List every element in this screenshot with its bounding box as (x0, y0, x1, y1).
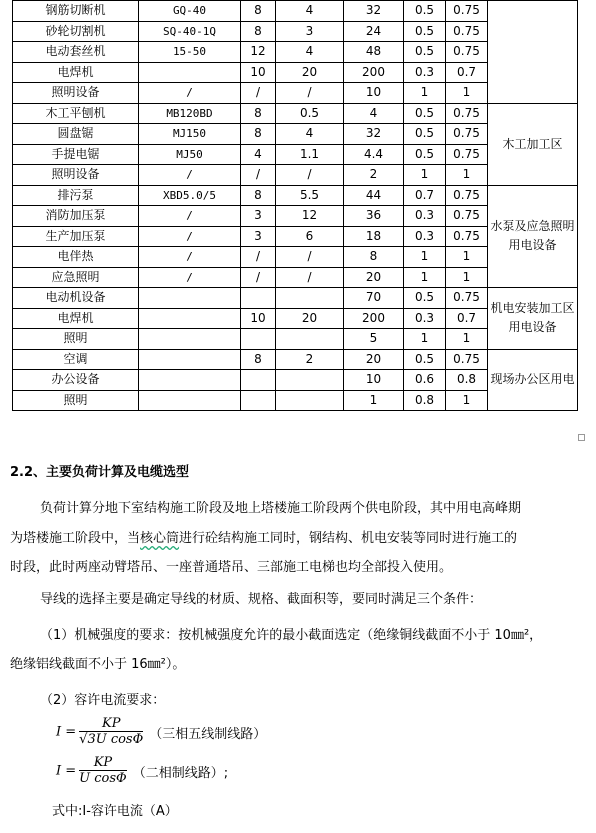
cell-model: / (139, 165, 241, 186)
cell-kx: 0.5 (404, 21, 446, 42)
cell-model: / (139, 83, 241, 104)
cell-name: 照明设备 (13, 83, 139, 104)
spellcheck-mark: 核心筒 (140, 531, 180, 546)
cell-name: 照明设备 (13, 165, 139, 186)
formula-note: （三相五线制线路） (149, 726, 267, 742)
cell-total: 24 (344, 21, 404, 42)
cell-kx: 1 (404, 165, 446, 186)
cell-model (139, 62, 241, 83)
cell-kx: 0.5 (404, 1, 446, 22)
cell-name: 办公设备 (13, 370, 139, 391)
cell-model (139, 349, 241, 370)
cell-total: 32 (344, 124, 404, 145)
cell-name: 砂轮切割机 (13, 21, 139, 42)
formula-numerator: KP (79, 755, 127, 771)
cell-kx: 0.8 (404, 390, 446, 411)
paragraph-line: 负荷计算分地下室结构施工阶段及地上塔楼施工阶段两个供电阶段，其中用电高峰期 (40, 501, 522, 516)
cell-region: 现场办公区用电 (488, 349, 578, 411)
table-resize-handle[interactable] (578, 434, 585, 441)
cell-kx: 0.3 (404, 226, 446, 247)
cell-model: / (139, 247, 241, 268)
cell-model: 15-50 (139, 42, 241, 63)
cell-cos: 0.8 (446, 370, 488, 391)
cell-kx: 1 (404, 83, 446, 104)
cell-power (276, 370, 344, 391)
cell-cos: 0.75 (446, 349, 488, 370)
paragraph-line (10, 525, 517, 553)
cell-cos: 1 (446, 247, 488, 268)
cell-qty (241, 370, 276, 391)
cell-name: 电焊机 (13, 308, 139, 329)
table-row (13, 1, 578, 22)
cell-model: / (139, 267, 241, 288)
cell-power: 12 (276, 206, 344, 227)
cell-name: 圆盘锯 (13, 124, 139, 145)
cell-total: 44 (344, 185, 404, 206)
formula-three-phase (56, 716, 266, 748)
cell-name: 钢筋切断机 (13, 1, 139, 22)
cell-cos: 1 (446, 267, 488, 288)
formula-two-phase (56, 755, 228, 787)
cell-cos: 0.7 (446, 308, 488, 329)
formula-note: （二相制线路）; (132, 765, 229, 781)
cell-model: / (139, 226, 241, 247)
cell-total: 4.4 (344, 144, 404, 165)
cell-name: 电伴热 (13, 247, 139, 268)
cell-model (139, 308, 241, 329)
cell-model (139, 370, 241, 391)
cell-kx: 0.5 (404, 42, 446, 63)
cell-cos: 0.75 (446, 185, 488, 206)
cell-kx: 0.7 (404, 185, 446, 206)
cell-name: 排污泵 (13, 185, 139, 206)
cell-kx: 0.5 (404, 349, 446, 370)
cell-total: 8 (344, 247, 404, 268)
cell-power: 20 (276, 62, 344, 83)
cell-cos: 1 (446, 390, 488, 411)
cell-qty (241, 390, 276, 411)
cell-power: / (276, 247, 344, 268)
cell-power: 1.1 (276, 144, 344, 165)
cell-qty: 8 (241, 103, 276, 124)
cell-power: 6 (276, 226, 344, 247)
cell-power: 20 (276, 308, 344, 329)
cell-total: 70 (344, 288, 404, 309)
cell-qty: 4 (241, 144, 276, 165)
cell-power: 5.5 (276, 185, 344, 206)
table-row (13, 288, 578, 309)
cell-power: 4 (276, 42, 344, 63)
cell-model: SQ-40-1Q (139, 21, 241, 42)
table-row (13, 185, 578, 206)
cell-power (276, 329, 344, 350)
cell-model: GQ-40 (139, 1, 241, 22)
cell-total: 20 (344, 349, 404, 370)
cell-qty: 8 (241, 185, 276, 206)
cell-cos: 1 (446, 83, 488, 104)
cell-qty: 10 (241, 62, 276, 83)
cell-name: 生产加压泵 (13, 226, 139, 247)
cell-model (139, 329, 241, 350)
cell-power: 4 (276, 124, 344, 145)
cell-power: / (276, 165, 344, 186)
load-table (12, 0, 578, 411)
cell-total: 10 (344, 370, 404, 391)
formula-fraction (79, 716, 143, 748)
cell-name: 电动机设备 (13, 288, 139, 309)
cell-power: 2 (276, 349, 344, 370)
cell-model: MB120BD (139, 103, 241, 124)
cell-cos: 0.75 (446, 144, 488, 165)
cell-total: 5 (344, 329, 404, 350)
cell-model (139, 390, 241, 411)
formula-denominator: U cosΦ (79, 771, 127, 786)
cell-qty: 8 (241, 1, 276, 22)
cell-name: 电焊机 (13, 62, 139, 83)
cell-total: 200 (344, 308, 404, 329)
list-item-continuation: 绝缘铝线截面不小于 16㎜²）。 (10, 657, 186, 672)
cell-cos: 0.75 (446, 124, 488, 145)
cell-qty: 8 (241, 349, 276, 370)
cell-cos: 0.75 (446, 103, 488, 124)
cell-qty: 3 (241, 206, 276, 227)
cell-total: 4 (344, 103, 404, 124)
table-row (13, 349, 578, 370)
cell-qty: 8 (241, 21, 276, 42)
cell-qty: 8 (241, 124, 276, 145)
cell-kx: 0.3 (404, 62, 446, 83)
cell-name: 应急照明 (13, 267, 139, 288)
cell-qty: / (241, 83, 276, 104)
cell-qty: 3 (241, 226, 276, 247)
cell-kx: 0.5 (404, 144, 446, 165)
cell-qty: / (241, 267, 276, 288)
cell-power (276, 390, 344, 411)
paragraph-line: 导线的选择主要是确定导线的材质、规格、截面积等，要同时满足三个条件： (40, 592, 483, 607)
formula-legend: 式中:I-容许电流（A） (52, 804, 178, 819)
cell-cos: 0.75 (446, 1, 488, 22)
cell-kx: 1 (404, 329, 446, 350)
cell-qty: 10 (241, 308, 276, 329)
cell-qty: / (241, 247, 276, 268)
cell-name: 照明 (13, 329, 139, 350)
load-table-body (13, 1, 578, 411)
list-item: （2）容许电流要求： (40, 693, 166, 708)
paragraph-line: 时段，此时两座动臂塔吊、一座普通塔吊、三部施工电梯也均全部投入使用。 (10, 560, 453, 575)
cell-model: MJ50 (139, 144, 241, 165)
cell-qty: 12 (241, 42, 276, 63)
cell-cos: 0.75 (446, 21, 488, 42)
cell-kx: 0.5 (404, 124, 446, 145)
cell-total: 36 (344, 206, 404, 227)
cell-power: 0.5 (276, 103, 344, 124)
cell-power: 3 (276, 21, 344, 42)
cell-cos: 0.75 (446, 42, 488, 63)
cell-name: 木工平刨机 (13, 103, 139, 124)
table-row (13, 103, 578, 124)
cell-kx: 1 (404, 267, 446, 288)
formula-numerator: KP (79, 716, 143, 732)
cell-kx: 0.3 (404, 308, 446, 329)
cell-total: 48 (344, 42, 404, 63)
cell-model: MJ150 (139, 124, 241, 145)
cell-name: 电动套丝机 (13, 42, 139, 63)
cell-kx: 0.6 (404, 370, 446, 391)
cell-region (488, 1, 578, 104)
paragraph-text: 进行砼结构施工同时，钢结构、机电安装等同时进行施工的 (179, 531, 518, 546)
paragraph-text: 为塔楼施工阶段中，当 (10, 531, 141, 546)
cell-kx: 0.5 (404, 288, 446, 309)
cell-total: 32 (344, 1, 404, 22)
cell-kx: 1 (404, 247, 446, 268)
cell-name: 消防加压泵 (13, 206, 139, 227)
cell-model: / (139, 206, 241, 227)
cell-name: 手提电锯 (13, 144, 139, 165)
cell-power: 4 (276, 1, 344, 22)
cell-cos: 0.75 (446, 206, 488, 227)
cell-qty: / (241, 165, 276, 186)
formula-fraction (79, 755, 127, 787)
cell-cos: 1 (446, 165, 488, 186)
cell-total: 10 (344, 83, 404, 104)
cell-kx: 0.3 (404, 206, 446, 227)
cell-model (139, 288, 241, 309)
cell-name: 空调 (13, 349, 139, 370)
section-heading: 2.2、主要负荷计算及电缆选型 (10, 465, 190, 480)
cell-region: 水泵及应急照明用电设备 (488, 185, 578, 288)
cell-total: 18 (344, 226, 404, 247)
cell-region: 木工加工区 (488, 103, 578, 185)
cell-region: 机电安装加工区用电设备 (488, 288, 578, 350)
cell-model: XBD5.0/5 (139, 185, 241, 206)
cell-kx: 0.5 (404, 103, 446, 124)
cell-cos: 0.75 (446, 226, 488, 247)
cell-total: 20 (344, 267, 404, 288)
cell-total: 1 (344, 390, 404, 411)
cell-cos: 1 (446, 329, 488, 350)
cell-qty (241, 288, 276, 309)
cell-cos: 0.7 (446, 62, 488, 83)
cell-qty (241, 329, 276, 350)
formula-denominator: √3U cosΦ (79, 732, 144, 747)
cell-power: / (276, 267, 344, 288)
formula-lhs: I = (56, 724, 77, 740)
cell-name: 照明 (13, 390, 139, 411)
cell-power (276, 288, 344, 309)
cell-power: / (276, 83, 344, 104)
formula-lhs: I = (56, 763, 77, 779)
list-item: （1）机械强度的要求：按机械强度允许的最小截面选定（绝缘铜线截面不小于 10㎜²， (40, 628, 543, 643)
cell-total: 2 (344, 165, 404, 186)
cell-cos: 0.75 (446, 288, 488, 309)
cell-total: 200 (344, 62, 404, 83)
